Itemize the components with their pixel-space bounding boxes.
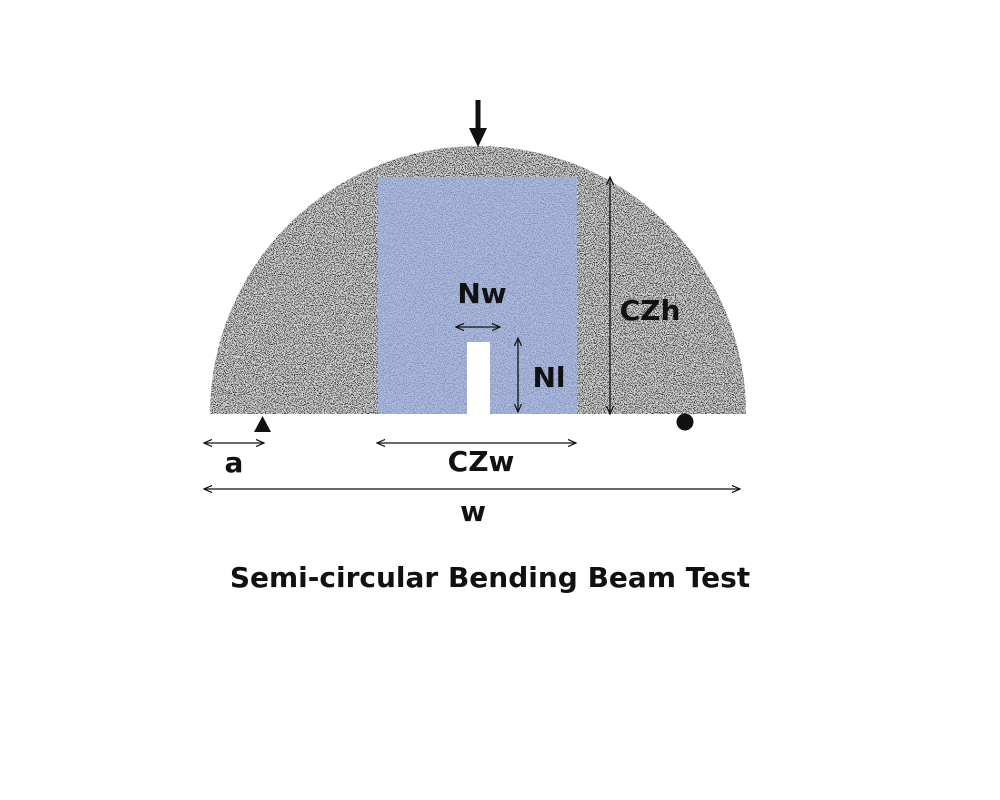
notch-length-label: Nl bbox=[532, 361, 566, 394]
triangle-support-icon bbox=[254, 416, 271, 432]
diagram-title: Semi-circular Bending Beam Test bbox=[229, 561, 751, 594]
notch-width-label: Nw bbox=[457, 277, 507, 310]
cohesive-zone-height-label: CZh bbox=[619, 294, 681, 327]
roller-support-icon bbox=[677, 414, 694, 431]
load-arrow-icon bbox=[469, 100, 487, 147]
specimen-width-label: w bbox=[460, 495, 486, 528]
notch bbox=[467, 342, 490, 416]
cohesive-zone-width-label: CZw bbox=[447, 445, 515, 478]
support-offset-label: a bbox=[224, 446, 244, 479]
